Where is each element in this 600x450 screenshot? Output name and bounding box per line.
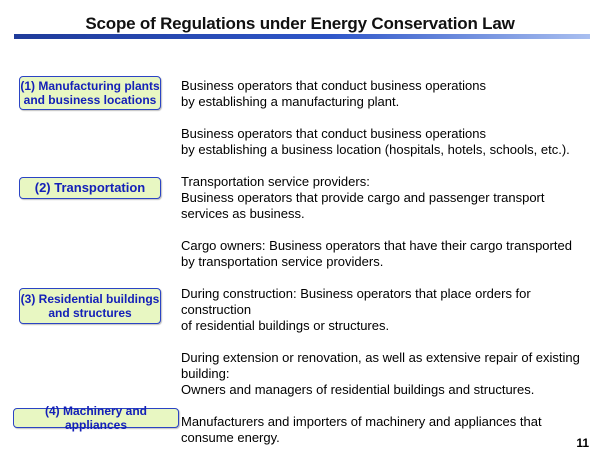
page-number: 11: [576, 436, 589, 450]
category-residential-label: (3) Residential buildings and structures: [19, 288, 161, 324]
description-manufacturing-plant: Business operators that conduct business operations by establishing a manufacturing plant.: [181, 78, 486, 109]
slide-title: Scope of Regulations under Energy Conservation Law: [85, 14, 515, 33]
description-business-location: Business operators that conduct business operations by establishing a business location (hospitals, hotels, schools, etc.).: [181, 126, 570, 157]
category-machinery-label: (4) Machinery and appliances: [13, 408, 179, 428]
title-underline-bar: [14, 34, 590, 39]
description-transport-providers: Transportation service providers: Business operators that provide cargo and passenger transport services as business.: [181, 174, 545, 221]
description-construction: During construction: Business operators that place orders for construction of residential buildings or structures.: [181, 286, 531, 333]
category-manufacturing-label: (1) Manufacturing plants and business locations: [19, 76, 161, 110]
description-renovation: During extension or renovation, as well as extensive repair of existing building: Owners and managers of residential buildings and structures.: [181, 350, 580, 397]
category-transportation-label: (2) Transportation: [19, 177, 161, 199]
description-cargo-owners: Cargo owners: Business operators that have their cargo transported by transportation service providers.: [181, 238, 572, 269]
description-machinery: Manufacturers and importers of machinery and appliances that consume energy.: [181, 414, 542, 445]
